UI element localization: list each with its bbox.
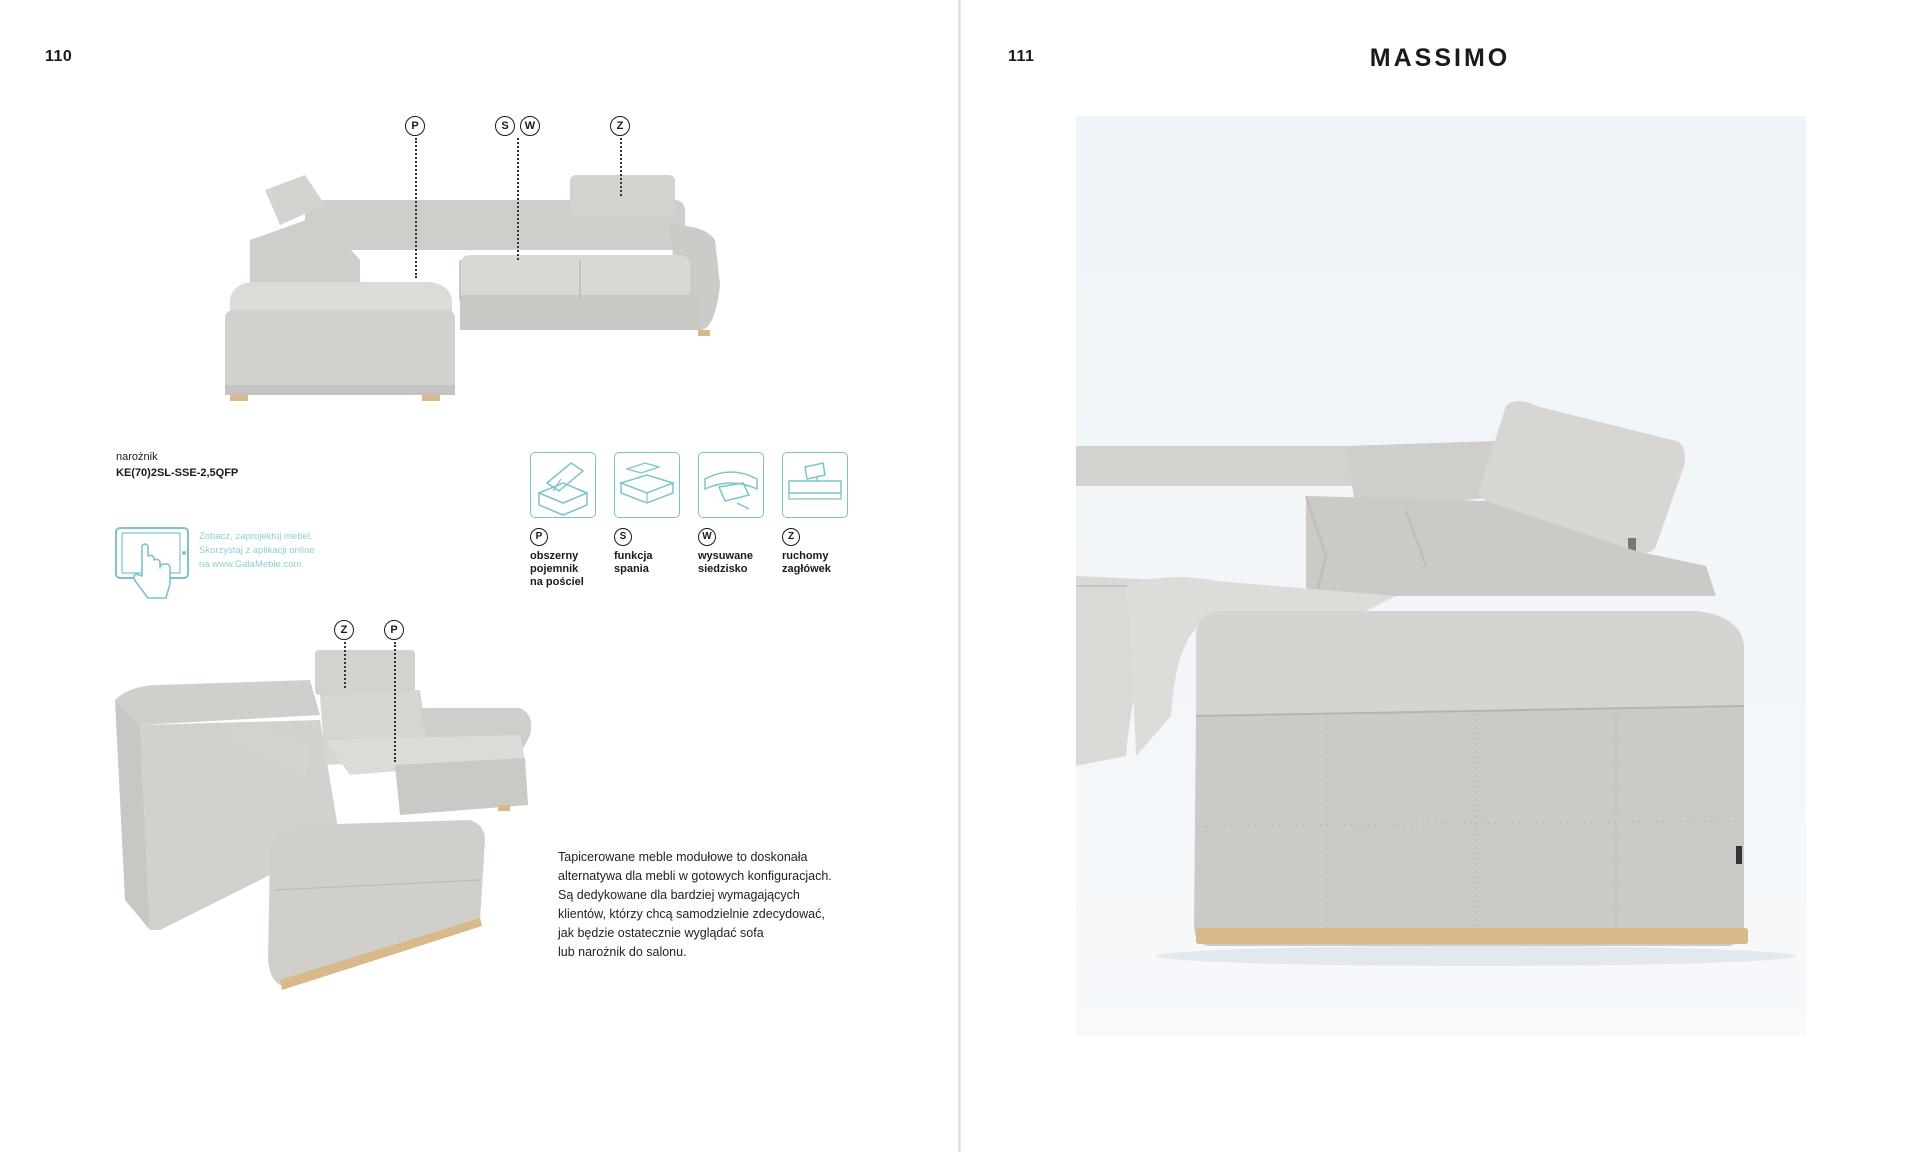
marker-p-bottom: P xyxy=(384,620,404,640)
page-number-left: 110 xyxy=(45,48,73,65)
marker-z-top: Z xyxy=(610,116,630,136)
marker-line-p-top xyxy=(415,138,417,278)
sleeping-function-icon xyxy=(614,452,680,518)
product-photo xyxy=(1076,116,1806,1036)
product-type-label: narożnik xyxy=(116,451,158,463)
corner-sofa-bottom-image xyxy=(110,640,540,990)
description-paragraph: Tapicerowane meble modułowe to doskonała alternatywa dla mebli w gotowych konfiguracjach. Są dedykowane dla bardziej wymagających klientów, którzy chcą samodzielnie zdecydować, jak będzie ostatecznie wyglądać sofa lub narożnik do salonu. xyxy=(558,850,832,959)
marker-s-top: S xyxy=(495,116,515,136)
left-page xyxy=(0,0,958,1152)
feature-letter-w: W xyxy=(698,528,716,546)
marker-line-z-bottom xyxy=(344,642,346,688)
feature-letter-z: Z xyxy=(782,528,800,546)
feature-storage xyxy=(530,452,606,589)
tablet-touch-icon[interactable] xyxy=(114,526,194,602)
sofa-closeup-image xyxy=(1076,116,1806,1036)
feature-letter-s: S xyxy=(614,528,632,546)
marker-w-top: W xyxy=(520,116,540,136)
marker-p-top: P xyxy=(405,116,425,136)
brand-title: MASSIMO xyxy=(1369,44,1511,72)
product-code-label: KE(70)2SL-SSE-2,5QFP xyxy=(116,467,239,479)
page-number-right: 111 xyxy=(1008,48,1035,65)
app-promo-text[interactable]: Zobacz, zaprojektuj mebel. Skorzystaj z aplikacji online na www.GalaMeble.com xyxy=(199,531,315,570)
feature-letter-p: P xyxy=(530,528,548,546)
marker-line-z-top xyxy=(620,138,622,196)
corner-sofa-top-image xyxy=(210,160,740,410)
feature-label-headrest: ruchomy zagłówek xyxy=(782,550,831,575)
sliding-seat-icon xyxy=(698,452,764,518)
feature-label-sleeping: funkcja spania xyxy=(614,550,653,575)
feature-headrest xyxy=(782,452,858,576)
marker-z-bottom: Z xyxy=(334,620,354,640)
storage-container-icon xyxy=(530,452,596,518)
feature-label-storage: obszerny pojemnik na pościel xyxy=(530,550,584,588)
movable-headrest-icon xyxy=(782,452,848,518)
marker-line-sw-top xyxy=(517,138,519,260)
feature-label-sliding-seat: wysuwane siedzisko xyxy=(698,550,754,575)
marker-line-p-bottom xyxy=(394,642,396,762)
feature-sliding-seat xyxy=(698,452,774,576)
feature-sleeping xyxy=(614,452,690,576)
